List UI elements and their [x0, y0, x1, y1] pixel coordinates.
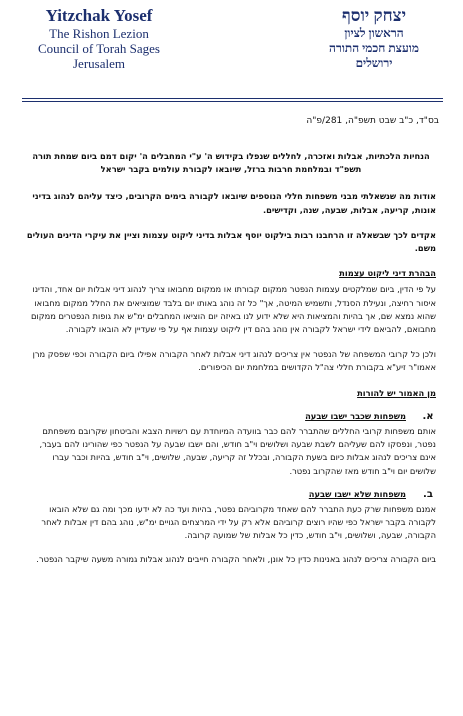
- letterhead-hebrew-line3: ירושלים: [355, 56, 393, 70]
- question-paragraph: אודות מה שנשאלתי מבני משפחות חללי הנוספים שיובאו לקבורה בימים הקרובים, כיצד עליהם לנהוג בדיני אונות, קריעה, אבלות, שבעה, שנה, וקדישים.: [32, 191, 436, 215]
- section-heading-instructions: מן האמור יש להורות: [357, 387, 436, 398]
- letterhead-hebrew-name: יצחק יוסף: [341, 6, 407, 25]
- section-text-bones: על פי הדין, ביום שמלקטים עצמות הנפטר ממקום קבורתו או ממקום מחבואו צריך לנהוג דיני אבלות יום אחד, והדינו איסור רחיצה, ונעילת הסנדל, ותשמיש המיטה, אך" כל זה נוהג באותו יום בלבד שמוציאים את החלל ממקום מחבואו שהוא נמצא שם, אך בהיות והמציאות היא שלא ידוע לנו באיזה יום הוציאו המחבלים ימ"ש את גופות הנפטרים ממקום מחבואם, להביאם לידי ישראל לקבורה אין נוהג בהם דין ליקוט עצמות אף על פי שעדיין לא הובאו לקבורה.: [30, 284, 436, 335]
- instruction-item-a: [26, 410, 436, 478]
- item-text: אותם משפחות קרובי החללים שהתברר להם כבר בוועדה המיוחדת עם רשויות הצבא והביטחון שקרובם משפחתם נפטר, ונפסקו להם שעליהם לשבת שבעה ושלושים וי"ב חודש, והם ישבו שבעה על הנפטר כפי שהורינו להם בעבר, אינם צריכים לנהוג אבלות כיום בשעת הקבורה, ובכלל זה קריעה, שבעה, שלושים, וי"ב חודש, בהיות וכבר עברו שלושים יום וי"ב חודש מאז שהקרוב נפטר.: [39, 426, 436, 476]
- letterhead-english-line3: Jerusalem: [73, 56, 125, 71]
- letterhead-english-line2: Council of Torah Sages: [38, 41, 160, 56]
- letterhead-hebrew-line2: מועצת חכמי התורה: [329, 41, 419, 55]
- letterhead-divider: [22, 98, 443, 99]
- item-letter: א.: [422, 410, 434, 422]
- letterhead-english-line1: The Rishon Lezion: [49, 26, 149, 41]
- item-title: משפחות שלא ישבו שבעה: [308, 488, 406, 499]
- ruling-paragraph: ולכן כל קרובי המשפחה של הנפטר אין צריכים לנהוג דיני אבלות לאחר הקבורה אפילו ביום הקבורה וכפי שפסק מרן אאמו"ר זיע"א בקבורת חללי צה"ל הקדושים במלחמת יום הכיפורים.: [32, 349, 436, 373]
- letterhead-hebrew: [299, 6, 449, 71]
- letterhead-english-name: Yitzchak Yosef: [45, 6, 153, 25]
- item-title: משפחות שכבר ישבו שבעה: [305, 410, 406, 421]
- final-paragraph: ביום הקבורה צריכים לנהוג באנינות כדין כל אונן, ולאחר הקבורה חייבים לנהוג אבלות גמורה משעה שיקבר הנפטר.: [36, 553, 436, 564]
- document-intro: הנחיות הלכתיות, אבלות ואזכרה, לחללים שנפלו בקידוש ה' ע"י המחבלים ה' יקום דמם ביום שמחת תורה תשפ"ד ובמלחמת חרבות ברזל, שיובאו לקבורת עולמים בקבר ישראל: [32, 151, 430, 175]
- letterhead-hebrew-line1: הראשון לציון: [344, 26, 404, 40]
- item-letter: ב.: [423, 488, 433, 500]
- letterhead: [0, 4, 463, 100]
- letterhead-divider-thin: [22, 101, 443, 102]
- section-heading-bones: הבהרת דיני ליקוט עצמות: [339, 268, 436, 279]
- document-body: [26, 150, 436, 578]
- preface-paragraph: אקדים לכך שבשאלה זו הרחבנו רבות בילקוט יוסף אבלות בדיני ליקוט עצמות וציין את עיקרי הדינים העולים משם.: [26, 229, 436, 254]
- item-text: אמנם משפחות שרק כעת התברר להם שאחד מקרוביהם נפטר, בהיות ועד כה לא ידעו מכך ומה גם שלא הובאו לקבורה בקבר ישראל כפי שהיו רוצים קרוביהם אלא רק על ידי המרצחים הגויים ימ"ש, נוהג בהם דין אבלות לאחר הקבורה, שבעה, ושלושים, וי"ב חודש, כדין כל אבלות של שמועה קרובה.: [41, 504, 436, 541]
- instruction-item-b: [26, 488, 436, 543]
- letterhead-english: [24, 6, 174, 71]
- document-date: בס"ד, כ"ב שבט תשפ"ה, 281/פ"ה: [306, 116, 439, 126]
